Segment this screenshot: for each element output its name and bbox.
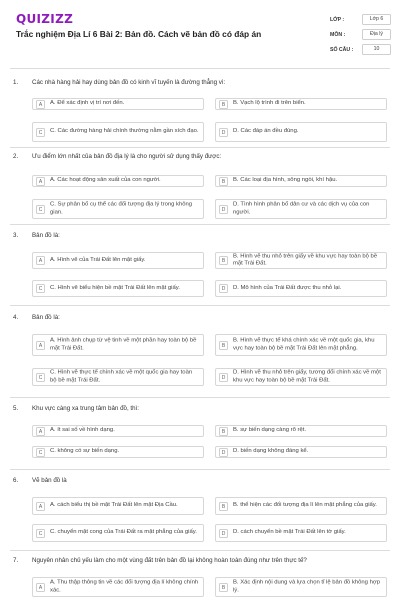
answer-option-d[interactable]	[215, 122, 387, 142]
option-text: B. Hình vẽ thu nhỏ trên giấy về khu vực hay toàn bộ bề mặt Trái Đất.	[233, 252, 378, 267]
option-text: B. Hình vẽ thực tế khá chính xác về một quốc gia, khu vực hay toàn bộ bề mặt Trái Đất lên mặt phẳng.	[233, 337, 375, 351]
option-letter-badge: A	[36, 583, 45, 592]
option-letter-badge: D	[219, 448, 228, 457]
answer-option-a[interactable]	[32, 334, 204, 356]
answer-option-a[interactable]	[32, 577, 204, 597]
option-letter-badge: C	[36, 205, 45, 214]
option-text: A. Hình vẽ của Trái Đất lên mặt giấy.	[50, 256, 146, 263]
header	[0, 0, 400, 68]
meta-subject-label: MÔN :	[330, 32, 346, 38]
option-text: D. Các đáp án đều đúng.	[233, 128, 299, 135]
option-letter-badge: B	[219, 583, 228, 592]
option-letter-badge: D	[219, 205, 228, 214]
option-letter-badge: B	[219, 502, 228, 511]
question-number: 1.	[13, 79, 19, 86]
option-letter-badge: B	[219, 256, 228, 265]
option-letter-badge: B	[219, 341, 228, 350]
option-text: C. Các đường hàng hải chính thường nằm gần xích đạo.	[50, 128, 199, 135]
page-title: Trắc nghiệm Địa Lí 6 Bài 2: Bản đồ. Cách vẽ bản đồ có đáp án	[16, 29, 262, 39]
option-letter-badge: C	[36, 373, 45, 382]
answer-option-c[interactable]	[32, 199, 204, 219]
quizizz-logo: QUIZIZZ	[16, 12, 74, 26]
option-text: B. sự biến dạng càng rõ rệt.	[233, 427, 307, 434]
option-letter-badge: D	[219, 529, 228, 538]
option-text: B. Xác định nội dung và lựa chọn tỉ lệ bản đồ không hợp lý.	[233, 579, 380, 593]
answer-option-b[interactable]	[215, 334, 387, 356]
question-text: Khu vực càng xa trung tâm bản đồ, thì:	[32, 405, 139, 412]
option-text: A. Để xác định vị trí nơi đến.	[50, 100, 125, 107]
question-divider	[10, 147, 390, 148]
answer-option-c[interactable]	[32, 524, 204, 542]
option-letter-badge: B	[219, 177, 228, 186]
option-letter-badge: C	[36, 529, 45, 538]
option-text: B. Các loại địa hình, sông ngòi, khí hậu.	[233, 177, 338, 184]
option-text: D. Mô hình của Trái Đất được thu nhỏ lại.	[233, 284, 342, 291]
answer-option-a[interactable]	[32, 252, 204, 269]
answer-option-a[interactable]	[32, 425, 204, 437]
answer-option-b[interactable]	[215, 175, 387, 187]
option-letter-badge: C	[36, 128, 45, 137]
answer-option-b[interactable]	[215, 98, 387, 110]
answer-option-c[interactable]	[32, 280, 204, 297]
question-text: Nguyên nhân chủ yếu làm cho một vùng đất trên bản đồ lại không hoàn toàn đúng như trên thực tế?	[32, 557, 307, 564]
answer-option-c[interactable]	[32, 122, 204, 142]
option-letter-badge: A	[36, 100, 45, 109]
option-letter-badge: C	[36, 448, 45, 457]
question-number: 7.	[13, 557, 19, 564]
option-text: C. Hình vẽ thực tế chính xác về một quốc gia hay toàn bộ bề mặt Trái Đất.	[50, 369, 193, 383]
question-number: 2.	[13, 153, 19, 160]
option-text: C. chuyển mặt cong của Trái Đất ra mặt phẳng của giấy.	[50, 529, 197, 536]
option-letter-badge: A	[36, 256, 45, 265]
answer-option-c[interactable]	[32, 368, 204, 386]
option-text: A. ít sai số về hình dạng.	[50, 427, 115, 434]
answer-option-b[interactable]	[215, 252, 387, 269]
option-text: D. Hình vẽ thu nhỏ trên giấy, tương đối chính xác về một khu vực hay toàn bộ bề mặt Trái Đất.	[233, 369, 381, 383]
answer-option-d[interactable]	[215, 524, 387, 542]
option-letter-badge: A	[36, 502, 45, 511]
option-text: D. Tình hình phân bố dân cư và các dịch vụ của con người.	[233, 201, 370, 215]
question-text: Vẽ bản đồ là	[32, 477, 67, 484]
option-text: A. cách biểu thị bề mặt Trái Đất lên mặt Địa Cầu.	[50, 502, 178, 509]
meta-class-value: Lớp 6	[362, 14, 391, 25]
question-divider	[10, 469, 390, 470]
question-divider	[10, 224, 390, 225]
question-divider	[10, 397, 390, 398]
answer-option-d[interactable]	[215, 446, 387, 458]
question-text: Các nhà hàng hải hay dùng bản đồ có kinh vĩ tuyến là đường thẳng vì:	[32, 79, 226, 86]
option-letter-badge: A	[36, 341, 45, 350]
option-text: D. biến dạng không đáng kể.	[233, 448, 309, 455]
question-number: 3.	[13, 232, 19, 239]
option-text: B. Vạch lộ trình đi trên biển.	[233, 100, 306, 107]
answer-option-a[interactable]	[32, 98, 204, 110]
option-text: D. cách chuyển bề mặt Trái Đất lên tờ giấy.	[233, 529, 346, 536]
option-text: B. thể hiện các đối tượng địa lí lên mặt phẳng của giấy.	[233, 502, 377, 509]
option-text: A. Các hoạt động sản xuất của con người.	[50, 177, 161, 184]
answer-option-d[interactable]	[215, 368, 387, 386]
answer-option-a[interactable]	[32, 175, 204, 187]
option-text: A. Hình ảnh chụp từ vệ tinh về một phần hay toàn bộ bề mặt Trái Đất.	[50, 337, 197, 351]
question-number: 5.	[13, 405, 19, 412]
answer-option-b[interactable]	[215, 577, 387, 597]
option-text: C. Sự phân bố cụ thể các đối tượng địa lý trong không gian.	[50, 201, 193, 215]
answer-option-b[interactable]	[215, 497, 387, 515]
option-letter-badge: D	[219, 373, 228, 382]
meta-count-label: SỐ CÂU :	[330, 47, 354, 53]
meta-class-label: LỚP :	[330, 17, 345, 23]
question-number: 4.	[13, 314, 19, 321]
option-letter-badge: C	[36, 284, 45, 293]
question-number: 6.	[13, 477, 19, 484]
answer-option-a[interactable]	[32, 497, 204, 515]
option-letter-badge: A	[36, 427, 45, 436]
answer-option-d[interactable]	[215, 280, 387, 297]
meta-subject-value: Địa lý	[362, 29, 391, 40]
meta-count-value: 10	[362, 44, 391, 55]
answer-option-c[interactable]	[32, 446, 204, 458]
header-divider	[10, 68, 390, 69]
option-letter-badge: B	[219, 100, 228, 109]
option-text: A. Thu thập thông tin về các đối tượng địa lí không chính xác.	[50, 579, 199, 593]
option-text: C. Hình vẽ biểu hiện bề mặt Trái Đất lên mặt giấy.	[50, 284, 180, 291]
question-divider	[10, 550, 390, 551]
answer-option-d[interactable]	[215, 199, 387, 219]
question-text: Bản đồ là:	[32, 314, 60, 321]
option-letter-badge: D	[219, 128, 228, 137]
question-text: Bản đồ là:	[32, 232, 60, 239]
question-text: Ưu điểm lớn nhất của bản đồ địa lý là cho người sử dụng thấy được:	[32, 153, 222, 160]
option-letter-badge: A	[36, 177, 45, 186]
option-text: C. không có sự biến dạng.	[50, 448, 120, 455]
option-letter-badge: B	[219, 427, 228, 436]
answer-option-b[interactable]	[215, 425, 387, 437]
question-divider	[10, 305, 390, 306]
option-letter-badge: D	[219, 284, 228, 293]
